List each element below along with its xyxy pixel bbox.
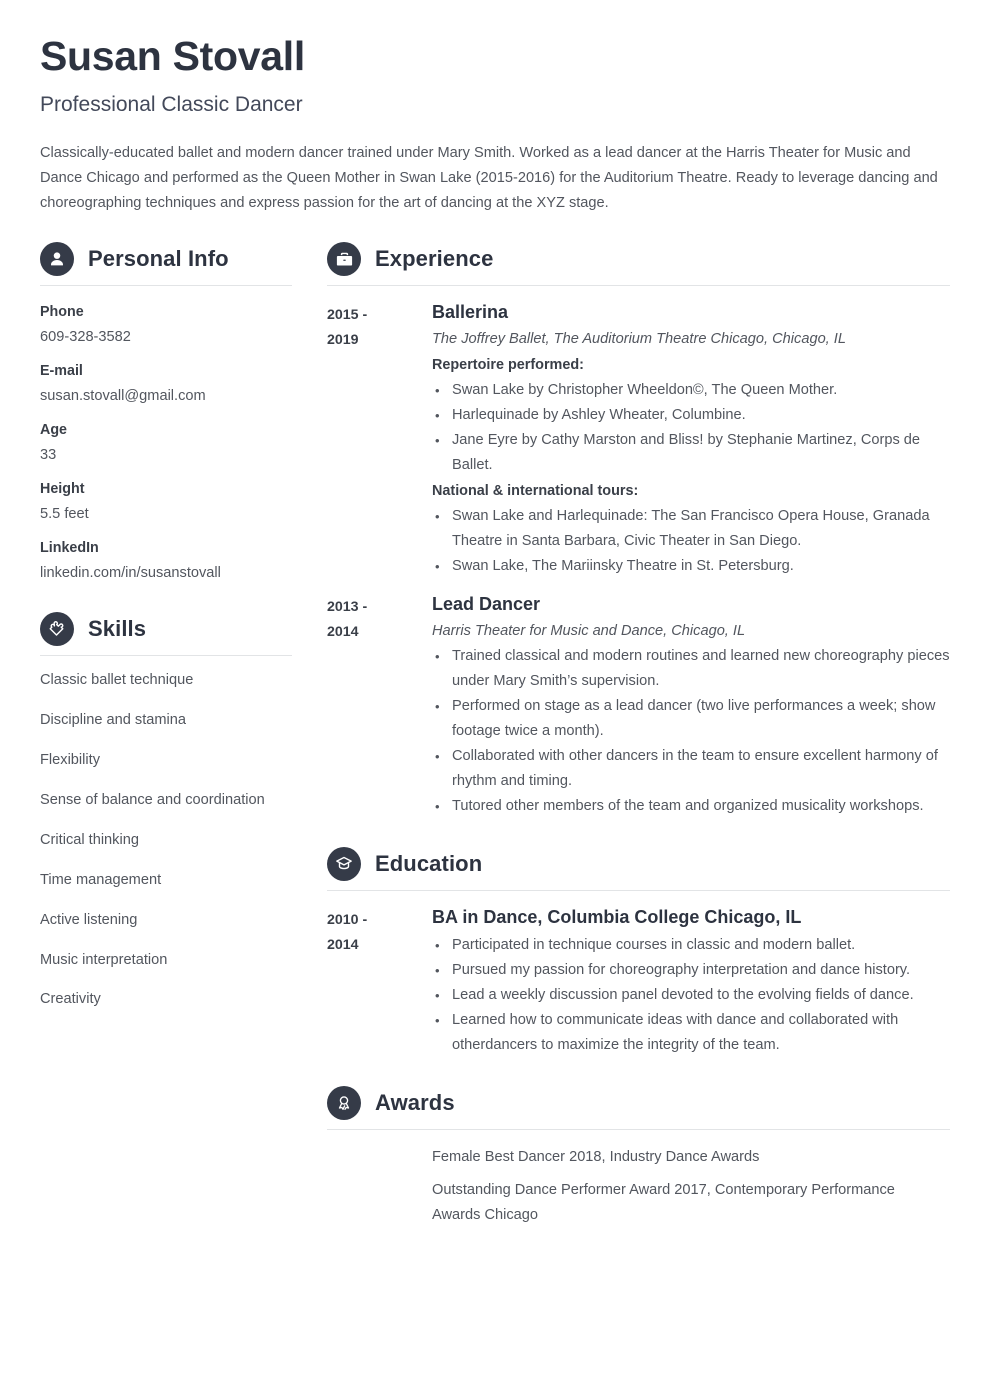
skill-item: Critical thinking <box>40 831 139 848</box>
award-item: Outstanding Dance Performer Award 2017, Contemporary Performance Awards Chicago <box>432 1182 895 1224</box>
entry-date-end: 2019 <box>327 332 359 349</box>
info-value[interactable]: linkedin.com/in/susanstovall <box>40 564 221 581</box>
info-label: LinkedIn <box>40 540 99 557</box>
entry-bullet: • Participated in technique courses in classic and modern ballet. <box>432 933 950 958</box>
entry-organization: The Joffrey Ballet, The Auditorium Theatre Chicago, Chicago, IL <box>432 331 846 348</box>
personal-info-title: Personal Info <box>88 246 229 272</box>
graduation-cap-icon <box>327 847 361 881</box>
entry-bullet: • Jane Eyre by Cathy Marston and Bliss! by Stephanie Martinez, Corps de Ballet. <box>432 428 950 478</box>
skills-title: Skills <box>88 616 147 642</box>
education-entry <box>327 905 950 1058</box>
experience-entry <box>327 592 950 819</box>
entry-date-start: 2010 - <box>327 911 368 928</box>
left-column <box>40 242 292 1029</box>
section-awards <box>327 1086 950 1228</box>
medal-icon <box>327 1086 361 1120</box>
right-column <box>327 242 950 1236</box>
experience-entries <box>327 300 950 819</box>
skills-header <box>40 612 292 656</box>
awards-list <box>327 1145 950 1228</box>
entry-date-range <box>327 300 432 353</box>
info-label: Phone <box>40 304 84 321</box>
entry-date-start: 2013 - <box>327 598 368 615</box>
awards-title: Awards <box>375 1090 455 1116</box>
education-entries <box>327 905 950 1058</box>
entry-bullet: • Trained classical and modern routines and learned new choreography pieces under Mary Smith’s supervision. <box>432 644 950 694</box>
award-item: Female Best Dancer 2018, Industry Dance Awards <box>432 1149 760 1166</box>
entry-bullet: • Performed on stage as a lead dancer (two live performances a week; show footage twice a month). <box>432 694 950 744</box>
professional-summary: Classically-educated ballet and modern dancer trained under Mary Smith. Worked as a lead dancer at the Harris Theater for Music and Dance Chicago and performed as the Queen Mother in Swan Lake (2015-2016) for the Auditorium Theatre. Ready to leverage dancing and choreographing techniques and express passion for the art of dancing at the XYZ stage. <box>40 145 938 212</box>
awards-header <box>327 1086 950 1130</box>
entry-degree: BA in Dance, Columbia College Chicago, IL <box>432 906 802 927</box>
entry-body <box>432 905 950 1058</box>
info-item-linkedin <box>40 538 292 584</box>
info-item-age <box>40 420 292 466</box>
info-label: Age <box>40 422 68 439</box>
skill-item: Sense of balance and coordination <box>40 792 265 808</box>
entry-bullet: • Swan Lake by Christopher Wheeldon©, The Queen Mother. <box>432 378 950 403</box>
entry-bullet: • Learned how to communicate ideas with dance and collaborated with otherdancers to maximize the integrity of the team. <box>432 1008 950 1058</box>
skills-list <box>40 670 292 1011</box>
personal-info-header <box>40 242 292 286</box>
briefcase-icon <box>327 242 361 276</box>
entry-bullet-list <box>432 378 950 478</box>
info-item-height <box>40 479 292 525</box>
skill-item: Discipline and stamina <box>40 712 187 729</box>
skill-item: Creativity <box>40 991 101 1008</box>
skill-item: Music interpretation <box>40 951 168 968</box>
info-label: Height <box>40 481 85 498</box>
info-item-email <box>40 361 292 407</box>
entry-bullet: • Swan Lake and Harlequinade: The San Francisco Opera House, Granada Theatre in Santa Barbara, Civic Theater in San Diego. <box>432 504 950 554</box>
entry-bullet: • Pursued my passion for choreography interpretation and dance history. <box>432 958 950 983</box>
info-item-phone <box>40 302 292 348</box>
candidate-job-title: Professional Classic Dancer <box>40 92 303 116</box>
entry-bullet-list <box>432 933 950 1058</box>
entry-subheading: National & international tours: <box>432 482 639 499</box>
entry-date-start: 2015 - <box>327 307 368 324</box>
info-value[interactable]: susan.stovall@gmail.com <box>40 387 206 404</box>
experience-title: Experience <box>375 246 494 272</box>
skill-item: Flexibility <box>40 752 101 769</box>
resume-header <box>40 0 950 216</box>
info-value: 5.5 feet <box>40 505 89 522</box>
section-experience <box>327 242 950 819</box>
entry-bullet: • Collaborated with other dancers in the team to ensure excellent harmony of rhythm and timing. <box>432 744 950 794</box>
candidate-name: Susan Stovall <box>40 33 305 79</box>
section-education <box>327 847 950 1058</box>
entry-body <box>432 592 950 819</box>
entry-bullet-list <box>432 644 950 819</box>
entry-subheading: Repertoire performed: <box>432 357 584 374</box>
entry-organization: Harris Theater for Music and Dance, Chicago, IL <box>432 623 746 640</box>
entry-bullet: • Tutored other members of the team and organized musicality workshops. <box>432 794 950 819</box>
person-icon <box>40 242 74 276</box>
entry-bullet: • Harlequinade by Ashley Wheater, Columbine. <box>432 403 950 428</box>
section-personal-info <box>40 242 292 584</box>
experience-entry <box>327 300 950 579</box>
skill-item: Active listening <box>40 911 138 928</box>
info-value: 609-328-3582 <box>40 328 131 345</box>
education-title: Education <box>375 850 483 876</box>
entry-date-range <box>327 592 432 645</box>
entry-bullet: • Lead a weekly discussion panel devoted to the evolving fields of dance. <box>432 983 950 1008</box>
experience-header <box>327 242 950 286</box>
entry-role: Ballerina <box>432 302 509 323</box>
personal-info-list <box>40 302 292 584</box>
entry-body <box>432 300 950 579</box>
entry-date-range <box>327 905 432 958</box>
entry-date-end: 2014 <box>327 623 359 640</box>
section-skills <box>40 612 292 1011</box>
entry-date-end: 2014 <box>327 936 359 953</box>
entry-role: Lead Dancer <box>432 593 541 614</box>
resume-columns <box>40 242 950 1236</box>
education-header <box>327 847 950 891</box>
info-label: E-mail <box>40 363 83 380</box>
info-value: 33 <box>40 446 57 463</box>
puzzle-piece-icon <box>40 612 74 646</box>
entry-bullet-list <box>432 504 950 579</box>
skill-item: Classic ballet technique <box>40 672 194 689</box>
skill-item: Time management <box>40 871 162 888</box>
entry-bullet: • Swan Lake, The Mariinsky Theatre in St. Petersburg. <box>432 554 950 579</box>
